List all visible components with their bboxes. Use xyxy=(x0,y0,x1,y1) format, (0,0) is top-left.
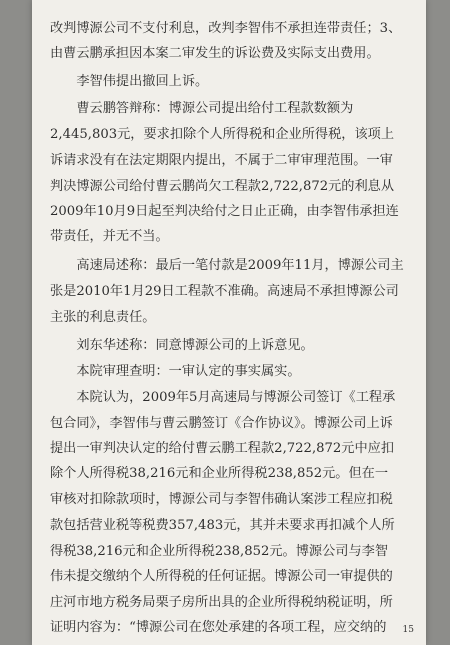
text-line: 审核对扣除款项时，博源公司与李智伟确认案涉工程应扣税 xyxy=(50,492,393,507)
text-line: 包合同》，李智伟与曹云鹏签订《合作协议》。博源公司上诉 xyxy=(50,416,393,431)
text-line: 带责任，并无不当。 xyxy=(50,229,169,244)
text-line: 本院审理查明：一审认定的事实属实。 xyxy=(50,364,301,379)
text-line: 判决博源公司给付曹云鹏尚欠工程款2,722,872元的利息从 xyxy=(50,179,395,194)
text-line: 主张的利息责任。 xyxy=(50,310,156,325)
text-line: 张是2010年1月29日工程款不准确。高速局不承担博源公司 xyxy=(50,284,399,299)
text-line: 得税38,216元和企业所得税238,852元。博源公司与李智 xyxy=(50,544,389,559)
text-line: 改判博源公司不支付利息，改判李智伟不承担连带责任；3、 xyxy=(50,21,402,36)
text-line: 2,445,803元，要求扣除个人所得税和企业所得税，该项上 xyxy=(50,127,395,142)
text-line: 除个人所得税38,216元和企业所得税238,852元。但在一 xyxy=(50,466,389,481)
text-line: 刘东华述称：同意博源公司的上诉意见。 xyxy=(50,338,314,353)
text-line: 诉请求没有在法定期限内提出，不属于二审审理范围。一审 xyxy=(50,153,393,168)
text-line: 2009年10月9日起至判决给付之日止正确，由李智伟承担连 xyxy=(50,204,399,219)
text-line: 伟未提交缴纳个人所得税的任何证据。博源公司一审提供的 xyxy=(50,569,393,584)
document-page xyxy=(32,0,426,645)
text-line: 款包括营业税等税费357,483元，其并未要求再扣减个人所 xyxy=(50,518,395,533)
text-line: 李智伟提出撤回上诉。 xyxy=(50,74,209,89)
text-line: 庄河市地方税务局栗子房所出具的企业所得税纳税证明，所 xyxy=(50,595,393,610)
page-number: 15 xyxy=(402,625,414,635)
text-line: 高速局述称：最后一笔付款是2009年11月，博源公司主 xyxy=(50,258,404,273)
text-line: 本院认为，2009年5月高速局与博源公司签订《工程承 xyxy=(50,390,396,405)
text-line: 证明内容为：“博源公司在您处承建的各项工程，应交纳的 xyxy=(50,620,387,635)
text-line: 由曹云鹏承担因本案二审发生的诉讼费及实际支出费用。 xyxy=(50,46,380,61)
text-line: 提出一审判决认定的给付曹云鹏工程款2,722,872元中应扣 xyxy=(50,441,395,456)
text-line: 曹云鹏答辩称：博源公司提出给付工程款数额为 xyxy=(50,101,354,116)
